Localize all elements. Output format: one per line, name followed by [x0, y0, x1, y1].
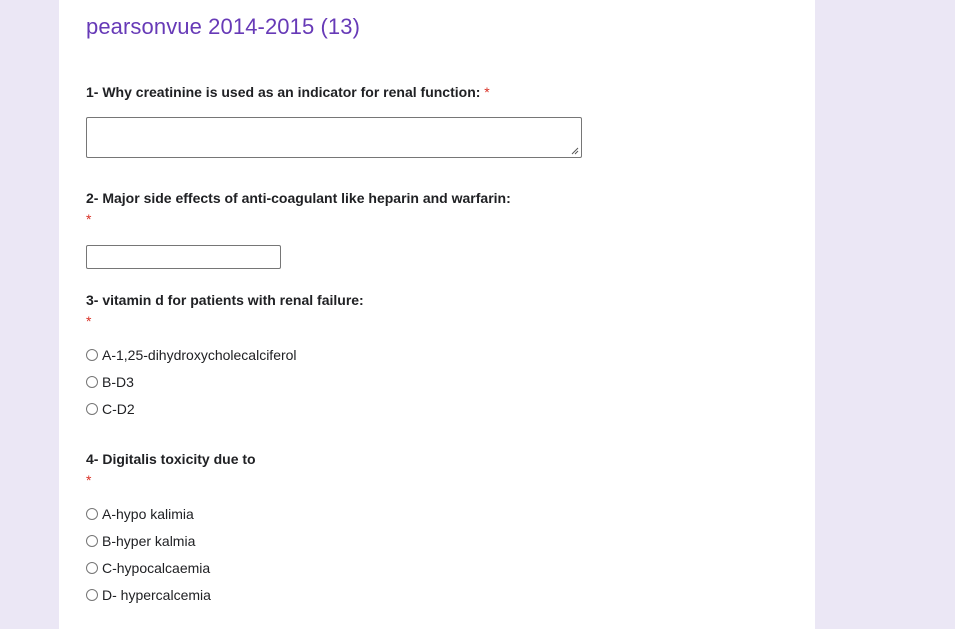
question-4-text: 4- Digitalis toxicity due to: [86, 451, 256, 467]
resize-handle-icon[interactable]: [571, 147, 579, 155]
option-label: B-hyper kalmia: [102, 533, 196, 549]
question-4-option-c[interactable]: [86, 558, 210, 578]
required-mark: *: [86, 472, 92, 488]
option-label: D- hypercalcemia: [102, 587, 211, 603]
radio-button[interactable]: [86, 508, 98, 520]
option-label: A-hypo kalimia: [102, 506, 194, 522]
option-label: A-1,25-dihydroxycholecalciferol: [102, 347, 297, 363]
question-1-textarea[interactable]: [86, 117, 582, 158]
radio-button[interactable]: [86, 349, 98, 361]
required-mark: *: [86, 211, 92, 227]
question-3-label: [86, 292, 364, 308]
question-2-label: [86, 190, 511, 206]
required-mark: *: [86, 313, 92, 329]
radio-button[interactable]: [86, 403, 98, 415]
radio-button[interactable]: [86, 376, 98, 388]
option-label: C-D2: [102, 401, 135, 417]
question-3-option-b[interactable]: [86, 372, 134, 392]
question-3-option-a[interactable]: [86, 345, 297, 365]
question-4-option-b[interactable]: [86, 531, 195, 551]
radio-button[interactable]: [86, 562, 98, 574]
required-mark: *: [484, 84, 490, 100]
question-3-text: 3- vitamin d for patients with renal failure:: [86, 292, 364, 308]
option-label: B-D3: [102, 374, 134, 390]
question-4-option-d[interactable]: [86, 585, 211, 605]
option-label: C-hypocalcaemia: [102, 560, 211, 576]
question-3-option-c[interactable]: [86, 399, 135, 419]
question-4-option-a[interactable]: [86, 504, 194, 524]
question-2-text: 2- Major side effects of anti-coagulant like heparin and warfarin:: [86, 190, 511, 206]
radio-button[interactable]: [86, 535, 98, 547]
question-4-label: [86, 451, 256, 467]
radio-button[interactable]: [86, 589, 98, 601]
form-title: pearsonvue 2014-2015 (13): [86, 14, 361, 39]
question-1-label: [86, 84, 490, 100]
form-card: [59, 0, 815, 629]
question-1-text: 1- Why creatinine is used as an indicator for renal function:: [86, 84, 481, 100]
question-2-text-input[interactable]: [86, 245, 281, 269]
